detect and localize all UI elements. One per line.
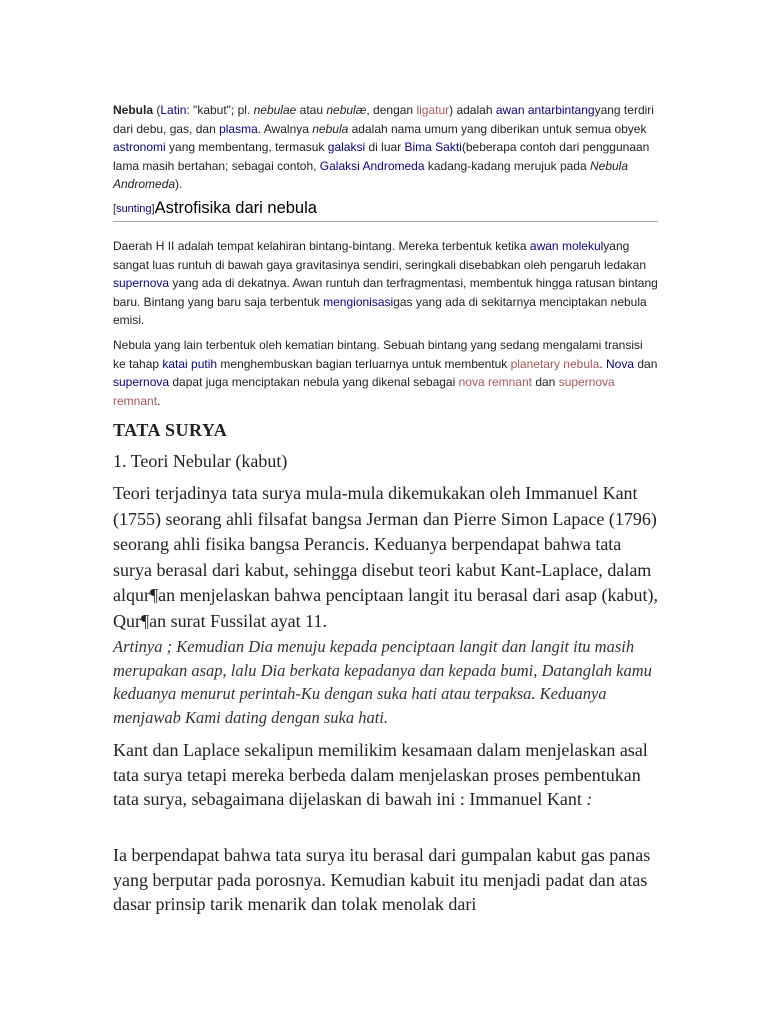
bracket: ]	[151, 203, 155, 215]
text: adalah nama umum yang diberikan untuk semua obyek	[348, 121, 647, 136]
text: .	[599, 356, 606, 371]
paragraph-kant: Ia berpendapat bahwa tata surya itu berasal dari gumpalan kabut gas panas yang berputar pada porosnya. Kemudian kabuit itu menjadi padat dan atas dasar prinsip tarik menarik dan tolak menolak dari	[113, 845, 651, 914]
text: kadang-kadang merujuk pada	[424, 158, 590, 173]
link-latin[interactable]: Latin	[160, 103, 187, 117]
text: menghembuskan bagian terluarnya untuk membentuk	[217, 356, 511, 371]
paragraph-teori-kant-laplace: Teori terjadinya tata surya mula-mula dikemukakan oleh Immanuel Kant (1755) seorang ahli filsafat bangsa Jerman dan Pierre Simon Lapace (1796) seorang ahli fisika bangsa Perancis. Keduanya berpendapat bahwa tata surya berasal dari kabut, sehingga disebut teori kabut Kant-Laplace, dalam alqur¶an menjelaskan bahwa penciptaan langit itu berasal dari asap (kabut), Qur¶an surat Fussilat ayat 11.	[113, 483, 658, 631]
link-mengionisasi[interactable]: mengionisasi	[323, 294, 394, 309]
text: dan	[531, 375, 559, 390]
link-awan-molekul[interactable]: awan molekul	[529, 239, 604, 253]
text: (	[153, 103, 161, 117]
text: .	[157, 393, 161, 408]
text: dan	[634, 356, 658, 371]
text: dapat juga menciptakan nebula yang dikenal sebagai	[169, 375, 459, 390]
term-nebula-andromeda: Nebula Andromeda	[113, 158, 629, 192]
link-nova[interactable]: Nova	[606, 356, 635, 371]
link-awan-antarbintang[interactable]: awan antarbintang	[495, 103, 595, 117]
term-nebula: Nebula	[113, 103, 154, 117]
term-nebulae: nebulae	[253, 103, 297, 117]
paragraph-kematian-bintang	[113, 336, 658, 410]
section-title: Astrofisika dari nebula	[154, 199, 317, 217]
intro-paragraph	[113, 101, 658, 194]
text: Kant dan Laplace sekalipun memilikim kesamaan dalam menjelaskan asal tata surya tetapi mereka berbeda dalam menjelaskan proses pembentukan tata surya, sebagaimana dijelaskan di bawah ini : Immanuel Kant	[113, 740, 648, 809]
text: gas yang ada di sekitarnya menciptakan nebula emisi.	[113, 294, 647, 328]
link-bima-sakti[interactable]: Bima Sakti	[404, 140, 462, 155]
paragraph-perbedaan	[113, 738, 658, 812]
edit-section	[113, 203, 155, 215]
link-astronomi[interactable]: astronomi	[113, 140, 166, 155]
text: , dengan	[366, 103, 417, 117]
text: Nebula yang lain terbentuk oleh kematian bintang. Sebuah bintang yang sedang mengalami transisi ke tahap	[113, 338, 643, 371]
text: . Awalnya	[257, 121, 313, 136]
text: ).	[175, 177, 183, 192]
link-ligatur[interactable]: ligatur	[416, 103, 450, 117]
link-supernova[interactable]: supernova	[113, 276, 170, 291]
link-galaksi-andromeda[interactable]: Galaksi Andromeda	[319, 158, 425, 173]
text: yang terdiri dari debu, gas, dan	[113, 103, 654, 136]
edit-link[interactable]: sunting	[116, 203, 152, 215]
paragraph-daerah-hii	[113, 237, 658, 330]
heading-tata-surya: TATA SURYA	[113, 420, 228, 440]
text: di luar	[365, 140, 405, 155]
link-plasma[interactable]: plasma	[219, 121, 258, 136]
text: atau	[296, 103, 327, 117]
text: ) adalah	[449, 103, 496, 117]
text: Daerah H II adalah tempat kelahiran bintang-bintang. Mereka terbentuk ketika	[113, 239, 530, 253]
link-galaksi[interactable]: galaksi	[327, 140, 366, 155]
term-nebulae-ligature: nebulæ	[326, 103, 367, 117]
text: yang ada di dekatnya. Awan runtuh dan terfragmentasi, membentuk hingga ratusan bintang baru. Bintang yang baru saja terbentuk	[113, 276, 658, 309]
link-katai-putih[interactable]: katai putih	[162, 356, 218, 371]
link-planetary-nebula[interactable]: planetary nebula	[510, 356, 600, 371]
subheading-teori-nebular: 1. Teori Nebular (kabut)	[113, 451, 288, 471]
section-heading	[113, 199, 658, 222]
text: : "kabut"; pl.	[186, 103, 254, 117]
bracket: [	[113, 203, 117, 215]
link-supernova-2[interactable]: supernova	[113, 375, 170, 390]
link-supernova-remnant[interactable]: supernova remnant	[113, 375, 615, 408]
text: yang sangat luas runtuh di bawah gaya gravitasinya sendiri, seringkali disebabkan oleh pengaruh ledakan	[113, 239, 647, 272]
paragraph-artinya: Artinya ; Kemudian Dia menuju kepada penciptaan langit dan langit itu masih merupakan asap, lalu Dia berkata kepadanya dan kepada bumi, Datanglah kamu keduanya menurut perintah-Ku dengan suka hati atau terpaksa. Keduanya menjawab Kami dating dengan suka hati.	[113, 637, 652, 727]
text: yang membentang, termasuk	[165, 140, 328, 155]
colon: :	[586, 789, 593, 809]
text: (beberapa contoh dari penggunaan lama masih bertahan; sebagai contoh,	[113, 140, 650, 173]
term-nebula-italic: nebula	[312, 121, 349, 136]
link-nova-remnant[interactable]: nova remnant	[458, 375, 532, 390]
